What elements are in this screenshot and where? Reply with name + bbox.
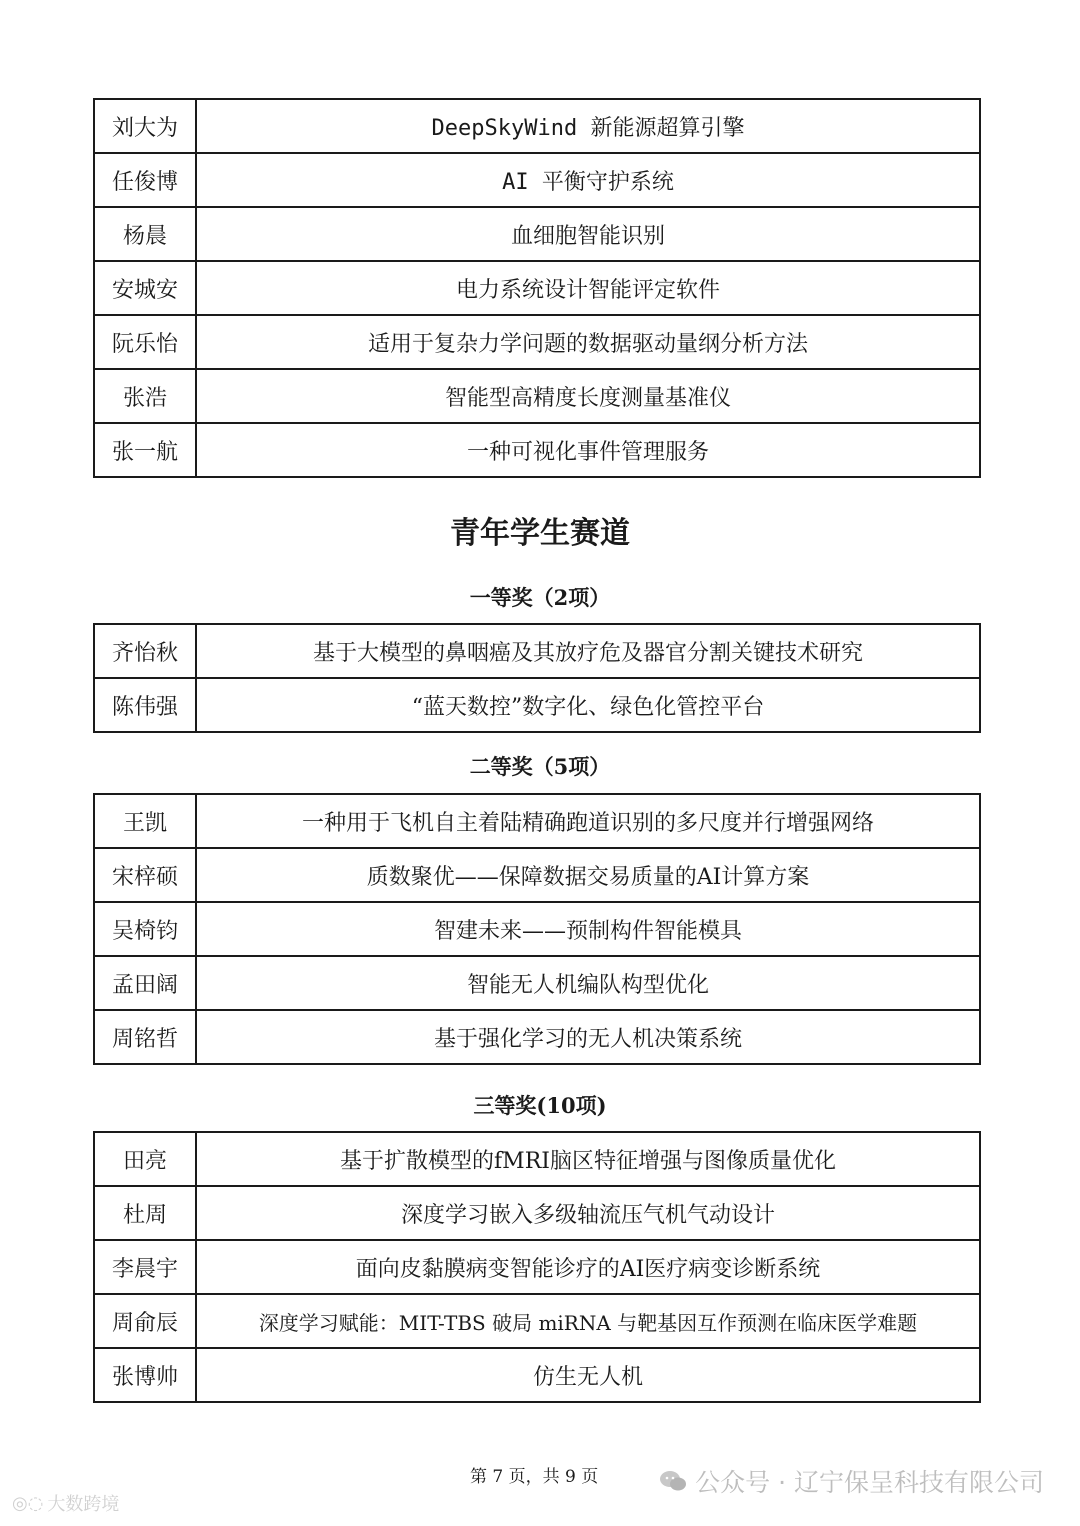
project-title: 质数聚优——保障数据交易质量的AI计算方案 xyxy=(196,848,980,902)
table-row xyxy=(94,207,980,261)
project-title: 一种可视化事件管理服务 xyxy=(196,423,980,477)
table-row xyxy=(94,1348,980,1402)
winner-name: 吴椅钧 xyxy=(94,902,196,956)
project-title: 基于强化学习的无人机决策系统 xyxy=(196,1010,980,1064)
page-number: 第 7 页，共 9 页 xyxy=(470,1467,599,1487)
project-title: 智建未来——预制构件智能模具 xyxy=(196,902,980,956)
third-prize-table xyxy=(93,1131,981,1403)
project-title: DeepSkyWind 新能源超算引擎 xyxy=(196,99,980,153)
winner-name: 孟田阔 xyxy=(94,956,196,1010)
winner-name: 杨晨 xyxy=(94,207,196,261)
first-prize-heading: 一等奖（2项） xyxy=(469,585,611,610)
winner-name: 周俞辰 xyxy=(94,1294,196,1348)
winner-name: 安城安 xyxy=(94,261,196,315)
table-row xyxy=(94,153,980,207)
watermark-logo-icon: ◎◌ xyxy=(12,1492,44,1514)
project-title: 电力系统设计智能评定软件 xyxy=(196,261,980,315)
project-title: 基于大模型的鼻咽癌及其放疗危及器官分割关键技术研究 xyxy=(196,624,980,678)
table-row xyxy=(94,956,980,1010)
winner-name: 陈伟强 xyxy=(94,678,196,732)
wechat-icon xyxy=(659,1469,687,1493)
winner-name: 刘大为 xyxy=(94,99,196,153)
table-row xyxy=(94,423,980,477)
winner-name: 阮乐怡 xyxy=(94,315,196,369)
project-title: 深度学习嵌入多级轴流压气机气动设计 xyxy=(196,1186,980,1240)
winner-name: 宋梓硕 xyxy=(94,848,196,902)
project-title: 基于扩散模型的fMRI脑区特征增强与图像质量优化 xyxy=(196,1132,980,1186)
table-row xyxy=(94,315,980,369)
winner-name: 李晨宇 xyxy=(94,1240,196,1294)
table-row xyxy=(94,1240,980,1294)
table-continued xyxy=(93,98,981,478)
project-title: 面向皮黏膜病变智能诊疗的AI医疗病变诊断系统 xyxy=(196,1240,980,1294)
table-row xyxy=(94,848,980,902)
table-row xyxy=(94,902,980,956)
watermark-text: 公众号 · 辽宁保呈科技有限公司 xyxy=(695,1468,1044,1497)
project-title: 智能型高精度长度测量基准仪 xyxy=(196,369,980,423)
project-title: 一种用于飞机自主着陆精确跑道识别的多尺度并行增强网络 xyxy=(196,794,980,848)
winner-name: 杜周 xyxy=(94,1186,196,1240)
winner-name: 张浩 xyxy=(94,369,196,423)
table-row xyxy=(94,794,980,848)
table-row xyxy=(94,1010,980,1064)
table-row xyxy=(94,99,980,153)
third-prize-heading: 三等奖(10项) xyxy=(473,1093,607,1118)
winner-name: 田亮 xyxy=(94,1132,196,1186)
wechat-watermark xyxy=(659,1463,1044,1499)
project-title: 适用于复杂力学问题的数据驱动量纲分析方法 xyxy=(196,315,980,369)
table-row xyxy=(94,1186,980,1240)
watermark-text: 大数跨境 xyxy=(47,1494,120,1515)
project-title: 智能无人机编队构型优化 xyxy=(196,956,980,1010)
winner-name: 周铭哲 xyxy=(94,1010,196,1064)
winner-name: 任俊博 xyxy=(94,153,196,207)
project-title: “蓝天数控”数字化、绿色化管控平台 xyxy=(196,678,980,732)
first-prize-table xyxy=(93,623,981,733)
project-title: 深度学习赋能：MIT-TBS 破局 miRNA 与靶基因互作预测在临床医学难题 xyxy=(196,1294,980,1348)
second-prize-table xyxy=(93,793,981,1065)
table-row xyxy=(94,1132,980,1186)
table-row xyxy=(94,1294,980,1348)
table-row xyxy=(94,369,980,423)
winner-name: 张一航 xyxy=(94,423,196,477)
section-title: 青年学生赛道 xyxy=(450,516,630,551)
table-row xyxy=(94,261,980,315)
corner-watermark xyxy=(12,1490,119,1516)
winner-name: 齐怡秋 xyxy=(94,624,196,678)
table-row xyxy=(94,678,980,732)
winner-name: 王凯 xyxy=(94,794,196,848)
project-title: 仿生无人机 xyxy=(196,1348,980,1402)
table-row xyxy=(94,624,980,678)
winner-name: 张博帅 xyxy=(94,1348,196,1402)
project-title: AI 平衡守护系统 xyxy=(196,153,980,207)
project-title: 血细胞智能识别 xyxy=(196,207,980,261)
second-prize-heading: 二等奖（5项） xyxy=(469,754,611,779)
